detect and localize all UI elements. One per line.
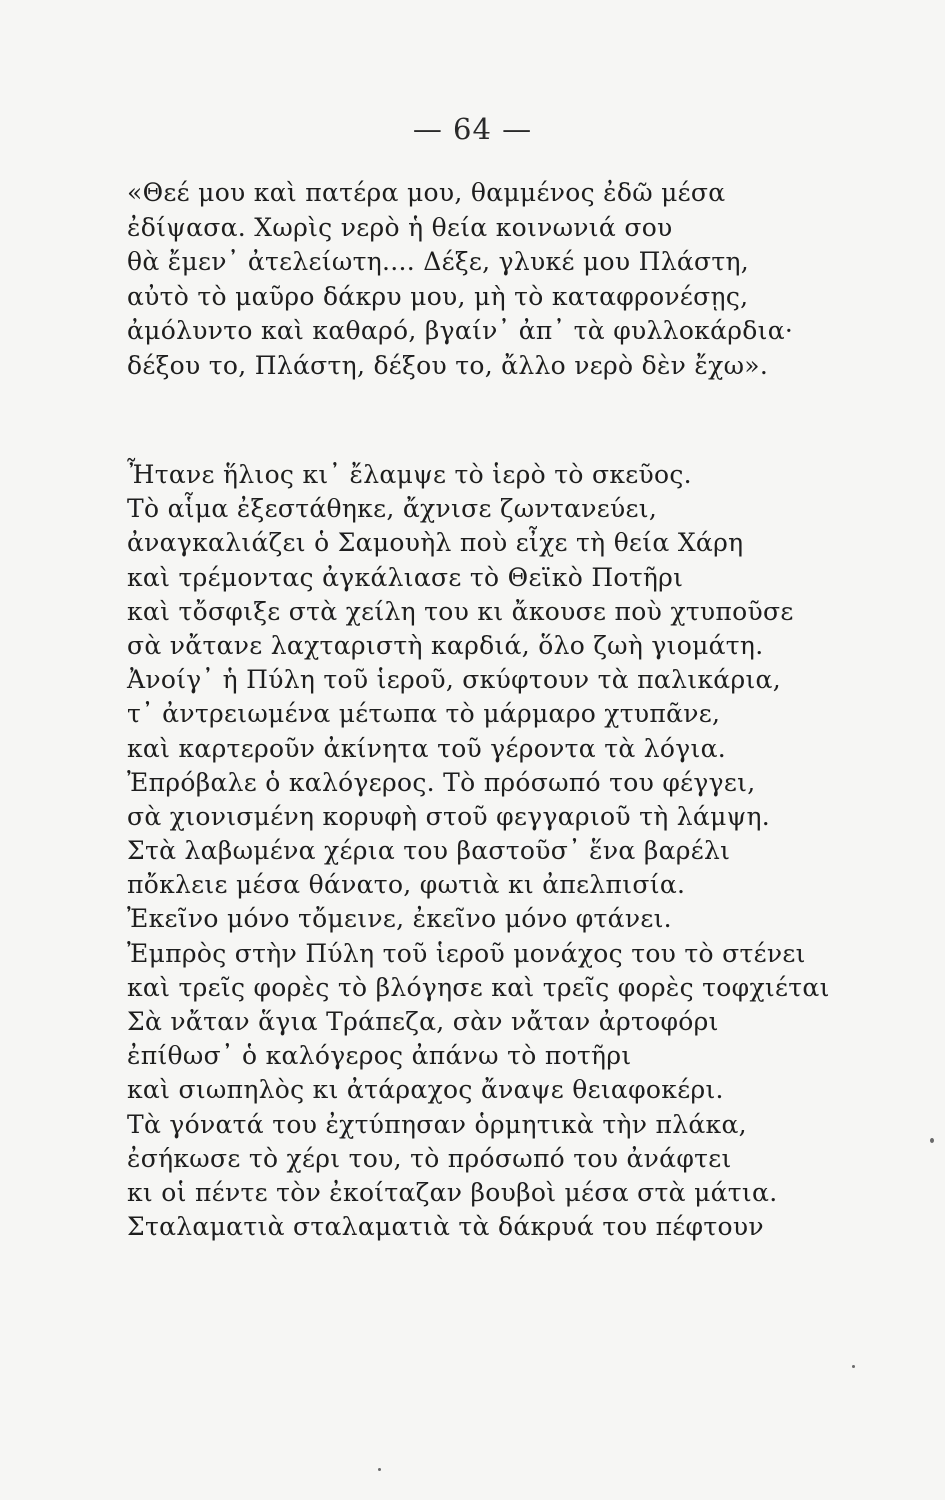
text-line: τ᾽ ἀντρειωμένα μέτωπα τὸ μάρμαρο χτυπᾶνε, <box>127 699 721 729</box>
text-line: Σταλαματιὰ σταλαματιὰ τὰ δάκρυά του πέφτουν <box>127 1212 764 1242</box>
paper-speck <box>930 1138 934 1143</box>
text-line: Ἦτανε ἥλιος κι᾽ ἔλαμψε τὸ ἱερὸ τὸ σκεῦος. <box>127 460 692 489</box>
text-line: κι οἱ πέντε τὸν ἐκοίταζαν βουβοὶ μέσα στὰ μάτια. <box>127 1177 778 1207</box>
page-number: — 64 — <box>412 112 533 146</box>
text-line: Ἐπρόβαλε ὁ καλόγερος. Τὸ πρόσωπό του φέγγει, <box>127 767 756 797</box>
text-line: Ἀνοίγ᾽ ἡ Πύλη τοῦ ἱεροῦ, σκύφτουν τὰ παλικάρια, <box>127 665 781 695</box>
text-line: πὄκλειε μέσα θάνατο, φωτιὰ κι ἀπελπισία. <box>127 870 686 900</box>
text-line: Ἐκεῖνο μόνο τὄμεινε, ἐκεῖνο μόνο φτάνει. <box>127 904 672 934</box>
text-line: Στὰ λαβωμένα χέρια του βαστοῦσ᾽ ἕνα βαρέλι <box>127 836 731 866</box>
text-line: καὶ τὄσφιξε στὰ χείλη του κι ἄκουσε ποὺ χτυποῦσε <box>127 596 794 626</box>
text-line: Ἐμπρὸς στὴν Πύλη τοῦ ἱεροῦ μονάχος του τὸ στένει <box>127 938 806 968</box>
text-line: Τὸ αἷμα ἐξεστάθηκε, ἄχνισε ζωντανεύει, <box>127 494 658 524</box>
text-line: ἐπίθωσ᾽ ὁ καλόγερος ἀπάνω τὸ ποτῆρι <box>127 1041 632 1071</box>
text-line: καὶ τρέμοντας ἀγκάλιασε τὸ Θεϊκὸ Ποτῆρι <box>127 562 684 592</box>
text-line: Τὰ γόνατά του ἐχτύπησαν ὁρμητικὰ τὴν πλάκα, <box>127 1109 747 1139</box>
text-line: σὰ χιονισμένη κορυφὴ στοῦ φεγγαριοῦ τὴ λάμψη. <box>127 801 771 831</box>
text-line: καὶ τρεῖς φορὲς τὸ βλόγησε καὶ τρεῖς φορὲς τοφχιέται <box>127 972 830 1002</box>
text-line: ἐσήκωσε τὸ χέρι του, τὸ πρόσωπό του ἀνάφτει <box>127 1143 732 1173</box>
stanza-2 <box>127 458 857 1244</box>
text-line: καὶ σιωπηλὸς κι ἀτάραχος ἄναψε θειαφοκέρι. <box>127 1075 724 1105</box>
text-line: σὰ νἄτανε λαχταριστὴ καρδιά, ὅλο ζωὴ γιομάτη. <box>127 630 764 660</box>
text-line: Σὰ νἄταν ἅγια Τράπεζα, σὰν νἄταν ἀρτοφόρι <box>127 1007 719 1036</box>
paper-speck <box>852 1365 855 1368</box>
paper-speck <box>378 1468 381 1471</box>
text-line: θὰ ἔμεν᾽ ἀτελείωτη.... Δέξε, γλυκέ μου Πλάστη, <box>127 247 750 277</box>
text-line: «Θεέ μου καὶ πατέρα μου, θαμμένος ἐδῶ μέσα <box>127 178 726 207</box>
text-line: δέξου το, Πλάστη, δέξου το, ἄλλο νερὸ δὲν ἔχω». <box>127 350 769 380</box>
stanza-1 <box>127 176 857 384</box>
text-line: ἀναγκαλιάζει ὁ Σαμουὴλ ποὺ εἶχε τὴ θεία Χάρη <box>127 528 744 558</box>
text-line: ἐδίψασα. Χωρὶς νερὸ ἡ θεία κοινωνιά σου <box>127 212 673 242</box>
text-line: ἀμόλυντο καὶ καθαρό, βγαίν᾽ ἀπ᾽ τὰ φυλλοκάρδια· <box>127 316 794 346</box>
text-line: αὐτὸ τὸ μαῦρο δάκρυ μου, μὴ τὸ καταφρονέσῃς, <box>127 281 749 311</box>
text-line: καὶ καρτεροῦν ἀκίνητα τοῦ γέροντα τὰ λόγια. <box>127 733 727 763</box>
